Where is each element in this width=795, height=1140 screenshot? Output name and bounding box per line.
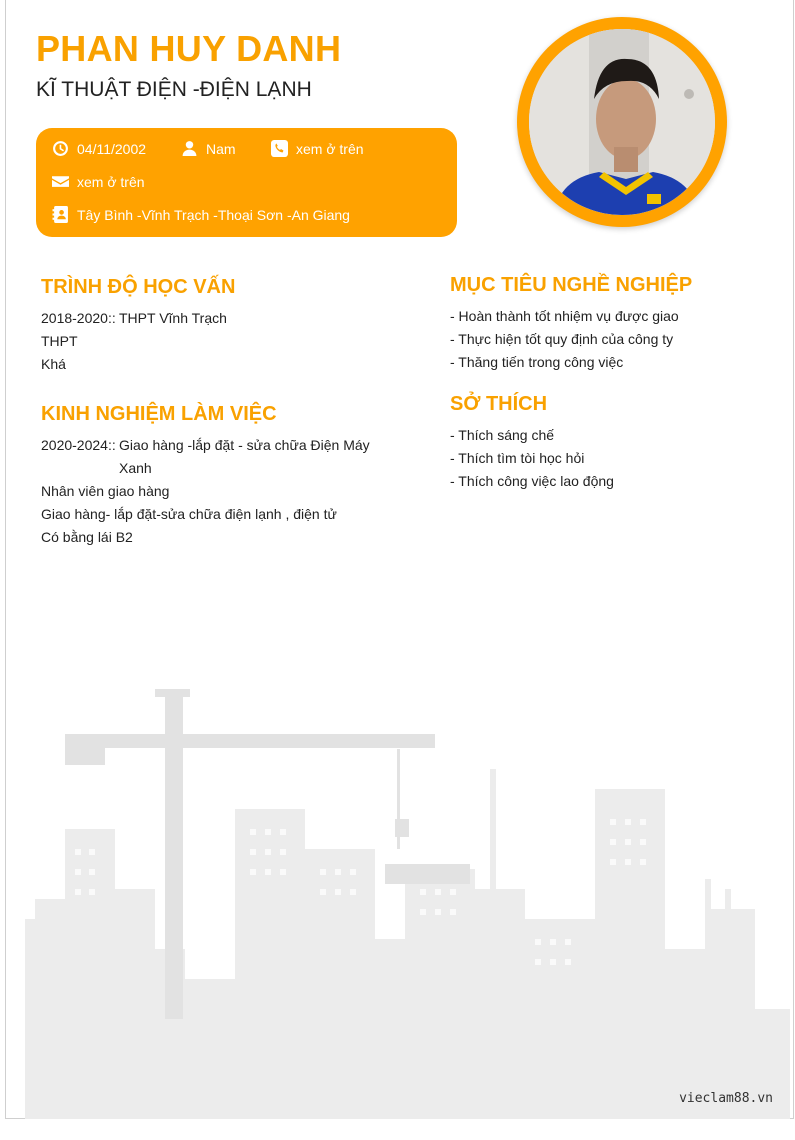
experience-position: Nhân viên giao hàng — [41, 483, 170, 499]
experience-company-cont: Xanh — [119, 460, 152, 476]
address-text: Tây Bình -Vĩnh Trạch -Thoại Sơn -An Giang — [77, 206, 350, 223]
gender-item — [181, 140, 236, 157]
profile-photo — [529, 29, 715, 215]
contact-card-icon — [52, 206, 69, 223]
clock-icon — [52, 140, 69, 157]
education-title: TRÌNH ĐỘ HỌC VẤN — [41, 276, 236, 298]
experience-description: Giao hàng- lắp đặt-sửa chữa điện lạnh , điện tử — [41, 506, 337, 522]
experience-title: KINH NGHIỆM LÀM VIỆC — [41, 403, 277, 425]
objective-item: - Thực hiện tốt quy định của công ty — [450, 331, 674, 347]
email-item — [52, 173, 145, 190]
phone-text: xem ở trên — [296, 140, 364, 157]
city-skyline-illustration — [5, 689, 794, 1119]
address-item — [52, 206, 350, 223]
job-title: KĨ THUẬT ĐIỆN -ĐIỆN LẠNH — [36, 78, 312, 101]
candidate-name: PHAN HUY DANH — [36, 28, 342, 69]
education-level: THPT — [41, 333, 78, 349]
education-grade: Khá — [41, 356, 66, 372]
phone-item — [271, 140, 364, 157]
experience-license: Có bằng lái B2 — [41, 529, 133, 545]
experience-company: Giao hàng -lắp đặt - sửa chữa Điện Máy — [119, 437, 370, 453]
contact-info-box — [36, 128, 457, 237]
profile-photo-frame — [517, 17, 727, 227]
hobby-item: - Thích công việc lao động — [450, 473, 614, 489]
email-text: xem ở trên — [77, 173, 145, 190]
objective-item: - Hoàn thành tốt nhiệm vụ được giao — [450, 308, 679, 324]
envelope-icon — [52, 173, 69, 190]
phone-icon — [271, 140, 288, 157]
experience-period: 2020-2024:: — [41, 437, 116, 453]
hobby-item: - Thích tìm tòi học hỏi — [450, 450, 585, 466]
hobby-item: - Thích sáng chế — [450, 427, 555, 443]
birthday-text: 04/11/2002 — [77, 140, 147, 157]
education-period: 2018-2020:: — [41, 310, 116, 326]
user-icon — [181, 140, 198, 157]
education-school: THPT Vĩnh Trạch — [119, 310, 227, 326]
objective-title: MỤC TIÊU NGHỀ NGHIỆP — [450, 274, 693, 296]
site-watermark: vieclam88.vn — [679, 1091, 773, 1106]
objective-item: - Thăng tiến trong công việc — [450, 354, 624, 370]
hobbies-title: SỞ THÍCH — [450, 393, 548, 415]
gender-text: Nam — [206, 140, 236, 157]
birthday-item — [52, 140, 146, 157]
